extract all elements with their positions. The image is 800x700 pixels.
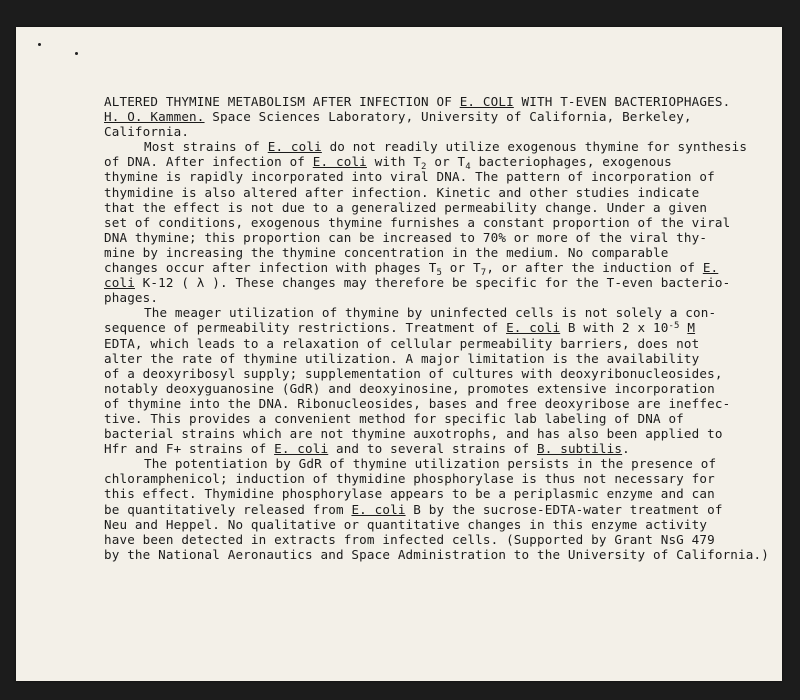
paragraph-1-line: mine by increasing the thymine concentration in the medium. No comparable [104,244,669,260]
paragraph-1-line: Most strains of E. coli do not readily utilize exogenous thymine for synthesis [144,139,748,155]
corner-mark [75,52,78,55]
paragraph-2-line: tive. This provides a convenient method for specific lab labeling of DNA of [104,410,684,426]
paragraph-2-line: of thymine into the DNA. Ribonucleosides, bases and free deoxyribose are ineffec- [104,395,731,411]
paragraph-3-line: be quantitatively released from E. coli B by the sucrose-EDTA-water treatment of [104,501,723,517]
paragraph-1-line: coli K-12 ( λ ). These changes may therefore be specific for the T-even bacterio- [104,275,731,291]
paragraph-1-line: that the effect is not due to a generalized permeability change. Under a given [104,199,708,215]
corner-mark [38,43,41,46]
paragraph-3-line: have been detected in extracts from infected cells. (Supported by Grant NsG 479 [104,531,715,547]
abstract-title: ALTERED THYMINE METABOLISM AFTER INFECTION OF E. COLI WITH T-EVEN BACTERIOPHAGES. [104,94,731,109]
paragraph-1-line: set of conditions, exogenous thymine furnishes a constant proportion of the viral [104,214,731,230]
paragraph-2-line: Hfr and F+ strains of E. coli and to several strains of B. subtilis. [104,441,630,457]
paragraph-1-line: DNA thymine; this proportion can be increased to 70% or more of the viral thy- [104,229,708,245]
abstract-text [104,94,769,562]
paragraph-1-line: of DNA. After infection of E. coli with $T_2$ or $T_4$ bacteriophages, exogenous [104,154,672,173]
author-name: H. O. Kammen. [104,109,205,125]
paragraph-2-line: EDTA, which leads to a relaxation of cellular permeability barriers, does not [104,335,700,351]
paragraph-3-line: chloramphenicol; induction of thymidine phosphorylase is thus not necessary for [104,471,715,487]
paragraph-3-line: Neu and Heppel. No qualitative or quantitative changes in this enzyme activity [104,516,708,532]
paragraph-2-line: bacterial strains which are not thymine auxotrophs, and has also been applied to [104,426,723,442]
paragraph-2-line: alter the rate of thymine utilization. A major limitation is the availability [104,350,700,366]
paragraph-2-line: of a deoxyribosyl supply; supplementation of cultures with deoxyribonucleosides, [104,365,723,381]
paragraph-1-line: changes occur after infection with phages $T_5$ or $T_7$, or after the induction of E. [104,260,719,279]
paragraph-2-line: The meager utilization of thymine by uninfected cells is not solely a con- [144,305,717,321]
author-affiliation: H. O. Kammen. Space Sciences Laboratory, University of California, Berkeley, [104,109,692,125]
paragraph-1-line: thymine is rapidly incorporated into viral DNA. The pattern of incorporation of [104,169,715,185]
paragraph-1-line: thymidine is also altered after infection. Kinetic and other studies indicate [104,184,700,200]
affiliation-line: California. [104,124,190,140]
paragraph-3-line: The potentiation by GdR of thymine utilization persists in the presence of [144,456,717,472]
paragraph-3-line: by the National Aeronautics and Space Administration to the University of California.) [104,546,769,562]
paragraph-1-line: phages. [104,290,159,306]
paragraph-3-line: this effect. Thymidine phosphorylase appears to be a periplasmic enzyme and can [104,486,715,502]
paragraph-2-line: sequence of permeability restrictions. Treatment of E. coli B with 2 x $10^{-5}$ M [104,320,696,336]
paragraph-2-line: notably deoxyguanosine (GdR) and deoxyinosine, promotes extensive incorporation [104,380,715,396]
